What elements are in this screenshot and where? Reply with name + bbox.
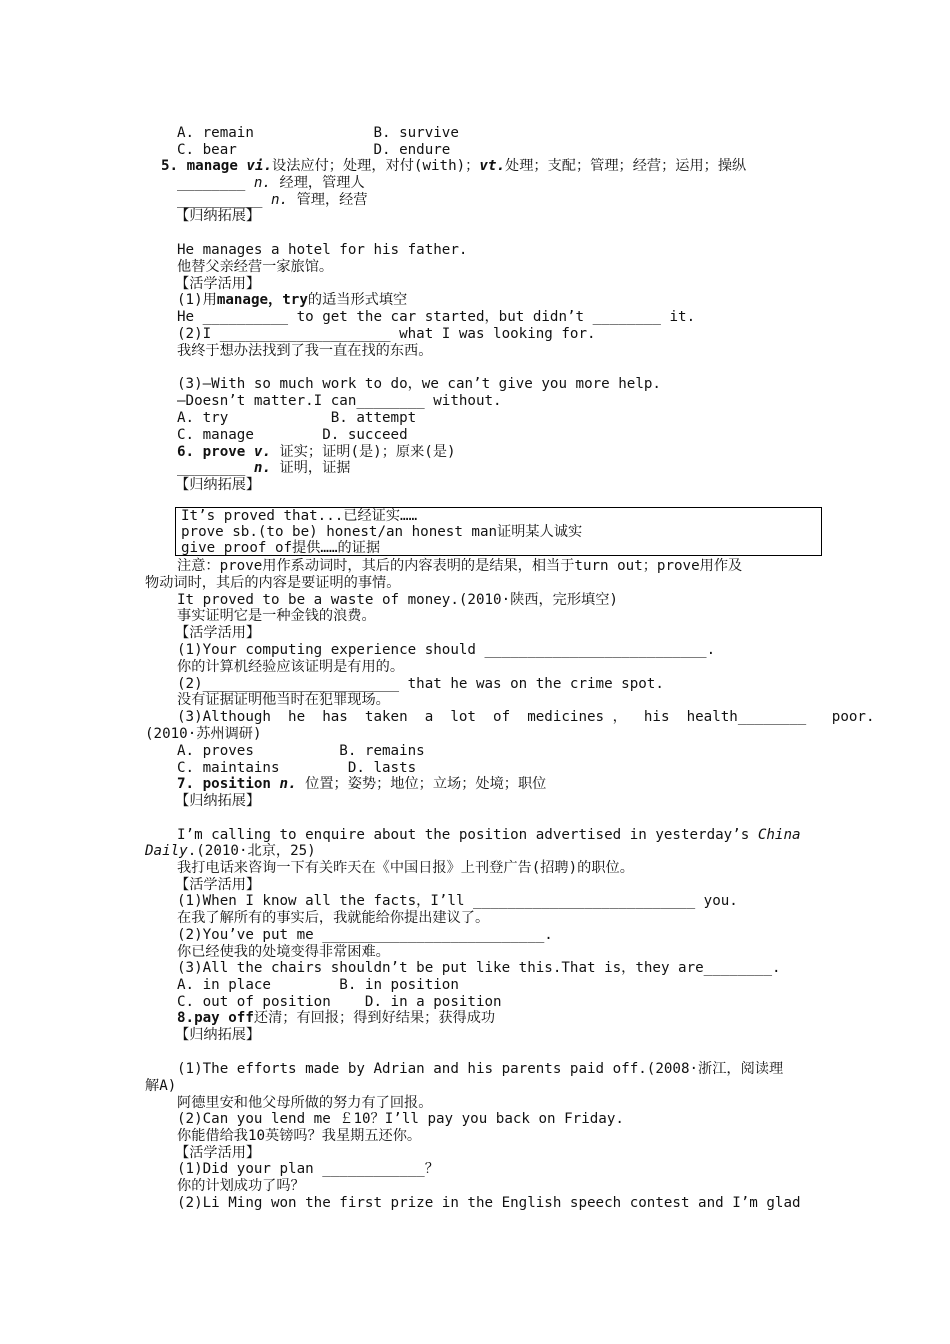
exercise-line: (1)Did your plan ____________？ <box>177 1161 439 1177</box>
section-label: 【活学活用】 <box>175 276 261 292</box>
exercise-translation: 在我了解所有的事实后，我就能给你提出建议了。 <box>177 910 490 926</box>
text: .(2010·北京，25) <box>187 843 316 859</box>
heading-manage <box>161 158 746 175</box>
newspaper-title: China <box>757 827 801 843</box>
keyword: manage，try <box>216 292 308 308</box>
exercise-translation: 你的计划成功了吗？ <box>177 1178 305 1194</box>
pos-tag: n. <box>253 460 271 476</box>
exercise-line: (2)_______________________ that he was on the crime spot. <box>177 676 664 692</box>
section-label: 【归纳拓展】 <box>175 477 261 493</box>
example-en <box>145 843 316 860</box>
section-label: 【活学活用】 <box>175 877 261 893</box>
headword: 5. manage <box>161 158 247 174</box>
derivative-line <box>177 460 350 477</box>
headword: 8.pay off <box>177 1010 254 1026</box>
note-line: 注意：prove用作系动词时，其后的内容表明的是结果，相当于turn out；prove用作及 <box>177 558 743 574</box>
example-en: It proved to be a waste of money.(2010·陕西，完形填空) <box>177 592 618 608</box>
pos-tag: n. <box>270 192 289 208</box>
pos-tag: n. <box>253 175 271 191</box>
exercise-line: (2)You’ve put me __________________________. <box>177 927 553 943</box>
note-line: 物动词时，其后的内容是要证明的事情。 <box>145 575 401 591</box>
option-line: C. bear D. endure <box>177 142 451 158</box>
definition: 位置；姿势；地位；立场；处境；职位 <box>296 776 547 792</box>
example-en: (1)The efforts made by Adrian and his parents paid off.(2008·浙江，阅读理 <box>177 1061 784 1077</box>
text: 的适当形式填空 <box>307 292 408 308</box>
phrase-line: give proof of提供……的证据 <box>181 540 381 556</box>
phrase-line: It’s proved that...已经证实…… <box>181 508 418 524</box>
definition: 还清；有回报；得到好结果；获得成功 <box>253 1010 496 1026</box>
exercise-line: (3)—With so much work to do，we can’t give you more help. <box>177 376 661 392</box>
definition: 经理，管理人 <box>270 175 365 191</box>
option-line: C. maintains D. lasts <box>177 760 417 776</box>
pos-tag: vt. <box>479 158 505 174</box>
example-en <box>177 827 801 844</box>
pos-tag: v. <box>253 444 271 460</box>
definition: 证实；证明(是)；原来(是) <box>270 444 456 460</box>
heading-position <box>177 776 546 793</box>
example-en: He manages a hotel for his father. <box>177 242 468 258</box>
definition: 证明，证据 <box>270 460 351 476</box>
option-line: C. manage D. succeed <box>177 427 408 443</box>
heading-prove <box>177 444 456 461</box>
phrase-line: prove sb.(to be) honest/an honest man证明某人诚实 <box>181 524 583 540</box>
section-label: 【活学活用】 <box>175 1145 261 1161</box>
blank: ________ <box>177 460 254 476</box>
exercise-line: (1)Your computing experience should __________________________. <box>177 642 716 658</box>
example-en: 解A) <box>145 1078 177 1094</box>
derivative-line <box>177 192 368 209</box>
text: (1)用 <box>177 292 217 308</box>
blank: ________ <box>177 175 254 191</box>
option-line: A. in place B. in position <box>177 977 459 993</box>
example-zh: 我打电话来咨询一下有关昨天在《中国日报》上刊登广告(招聘)的职位。 <box>177 860 634 876</box>
pos-tag: n. <box>279 776 297 792</box>
example-zh: 他替父亲经营一家旅馆。 <box>177 259 334 275</box>
exercise-translation: 你的计算机经验应该证明是有用的。 <box>177 659 405 675</box>
example-en: (2)Can you lend me ￡10？I’ll pay you back on Friday. <box>177 1111 624 1127</box>
option-line: C. out of position D. in a position <box>177 994 502 1010</box>
section-label: 【归纳拓展】 <box>175 1027 261 1043</box>
headword: 7. position <box>177 776 280 792</box>
definition: 设法应付；处理，对付(with)； <box>272 158 480 174</box>
section-label: 【归纳拓展】 <box>175 793 261 809</box>
section-label: 【归纳拓展】 <box>175 208 261 224</box>
exercise-translation: 你已经使我的处境变得非常困难。 <box>177 944 390 960</box>
exercise-line: (3)Although he has taken a lot of medicines ， his health________ poor. <box>177 709 875 725</box>
option-line: A. proves B. remains <box>177 743 425 759</box>
exercise-source: (2010·苏州调研) <box>145 726 262 742</box>
text: I’m calling to enquire about the position advertised in yesterday’s <box>177 827 758 843</box>
exercise-translation: 我终于想办法找到了我一直在找的东西。 <box>177 343 433 359</box>
example-zh: 阿德里安和他父母所做的努力有了回报。 <box>177 1095 433 1111</box>
option-line: A. remain B. survive <box>177 125 459 141</box>
exercise-translation: 没有证据证明他当时在犯罪现场。 <box>177 692 390 708</box>
exercise-line: (3)All the chairs shouldn’t be put like this.That is，they are________. <box>177 960 781 976</box>
option-line: A. try B. attempt <box>177 410 417 426</box>
exercise-instruction <box>177 292 407 309</box>
derivative-line <box>177 175 365 192</box>
example-zh: 你能借给我10英镑吗？我星期五还你。 <box>177 1128 422 1144</box>
exercise-line: He __________ to get the car started，but didn’t ________ it. <box>177 309 696 325</box>
exercise-line: (2)Li Ming won the first prize in the English speech contest and I’m glad <box>177 1195 801 1211</box>
example-zh: 事实证明它是一种金钱的浪费。 <box>177 608 376 624</box>
definition: 处理；支配；管理；经营；运用；操纵 <box>505 158 747 174</box>
headword: 6. prove <box>177 444 254 460</box>
heading-pay-off <box>177 1010 495 1027</box>
exercise-line: (2)I ____________________ what I was looking for. <box>177 326 596 342</box>
pos-tag: vi. <box>246 158 273 174</box>
definition: 管理，经营 <box>288 192 368 208</box>
section-label: 【活学活用】 <box>175 625 261 641</box>
newspaper-title: Daily <box>145 843 188 859</box>
exercise-line: —Doesn’t matter.I can________ without. <box>177 393 502 409</box>
blank: __________ <box>177 192 271 208</box>
exercise-line: (1)When I know all the facts，I’ll __________________________ you. <box>177 893 738 909</box>
